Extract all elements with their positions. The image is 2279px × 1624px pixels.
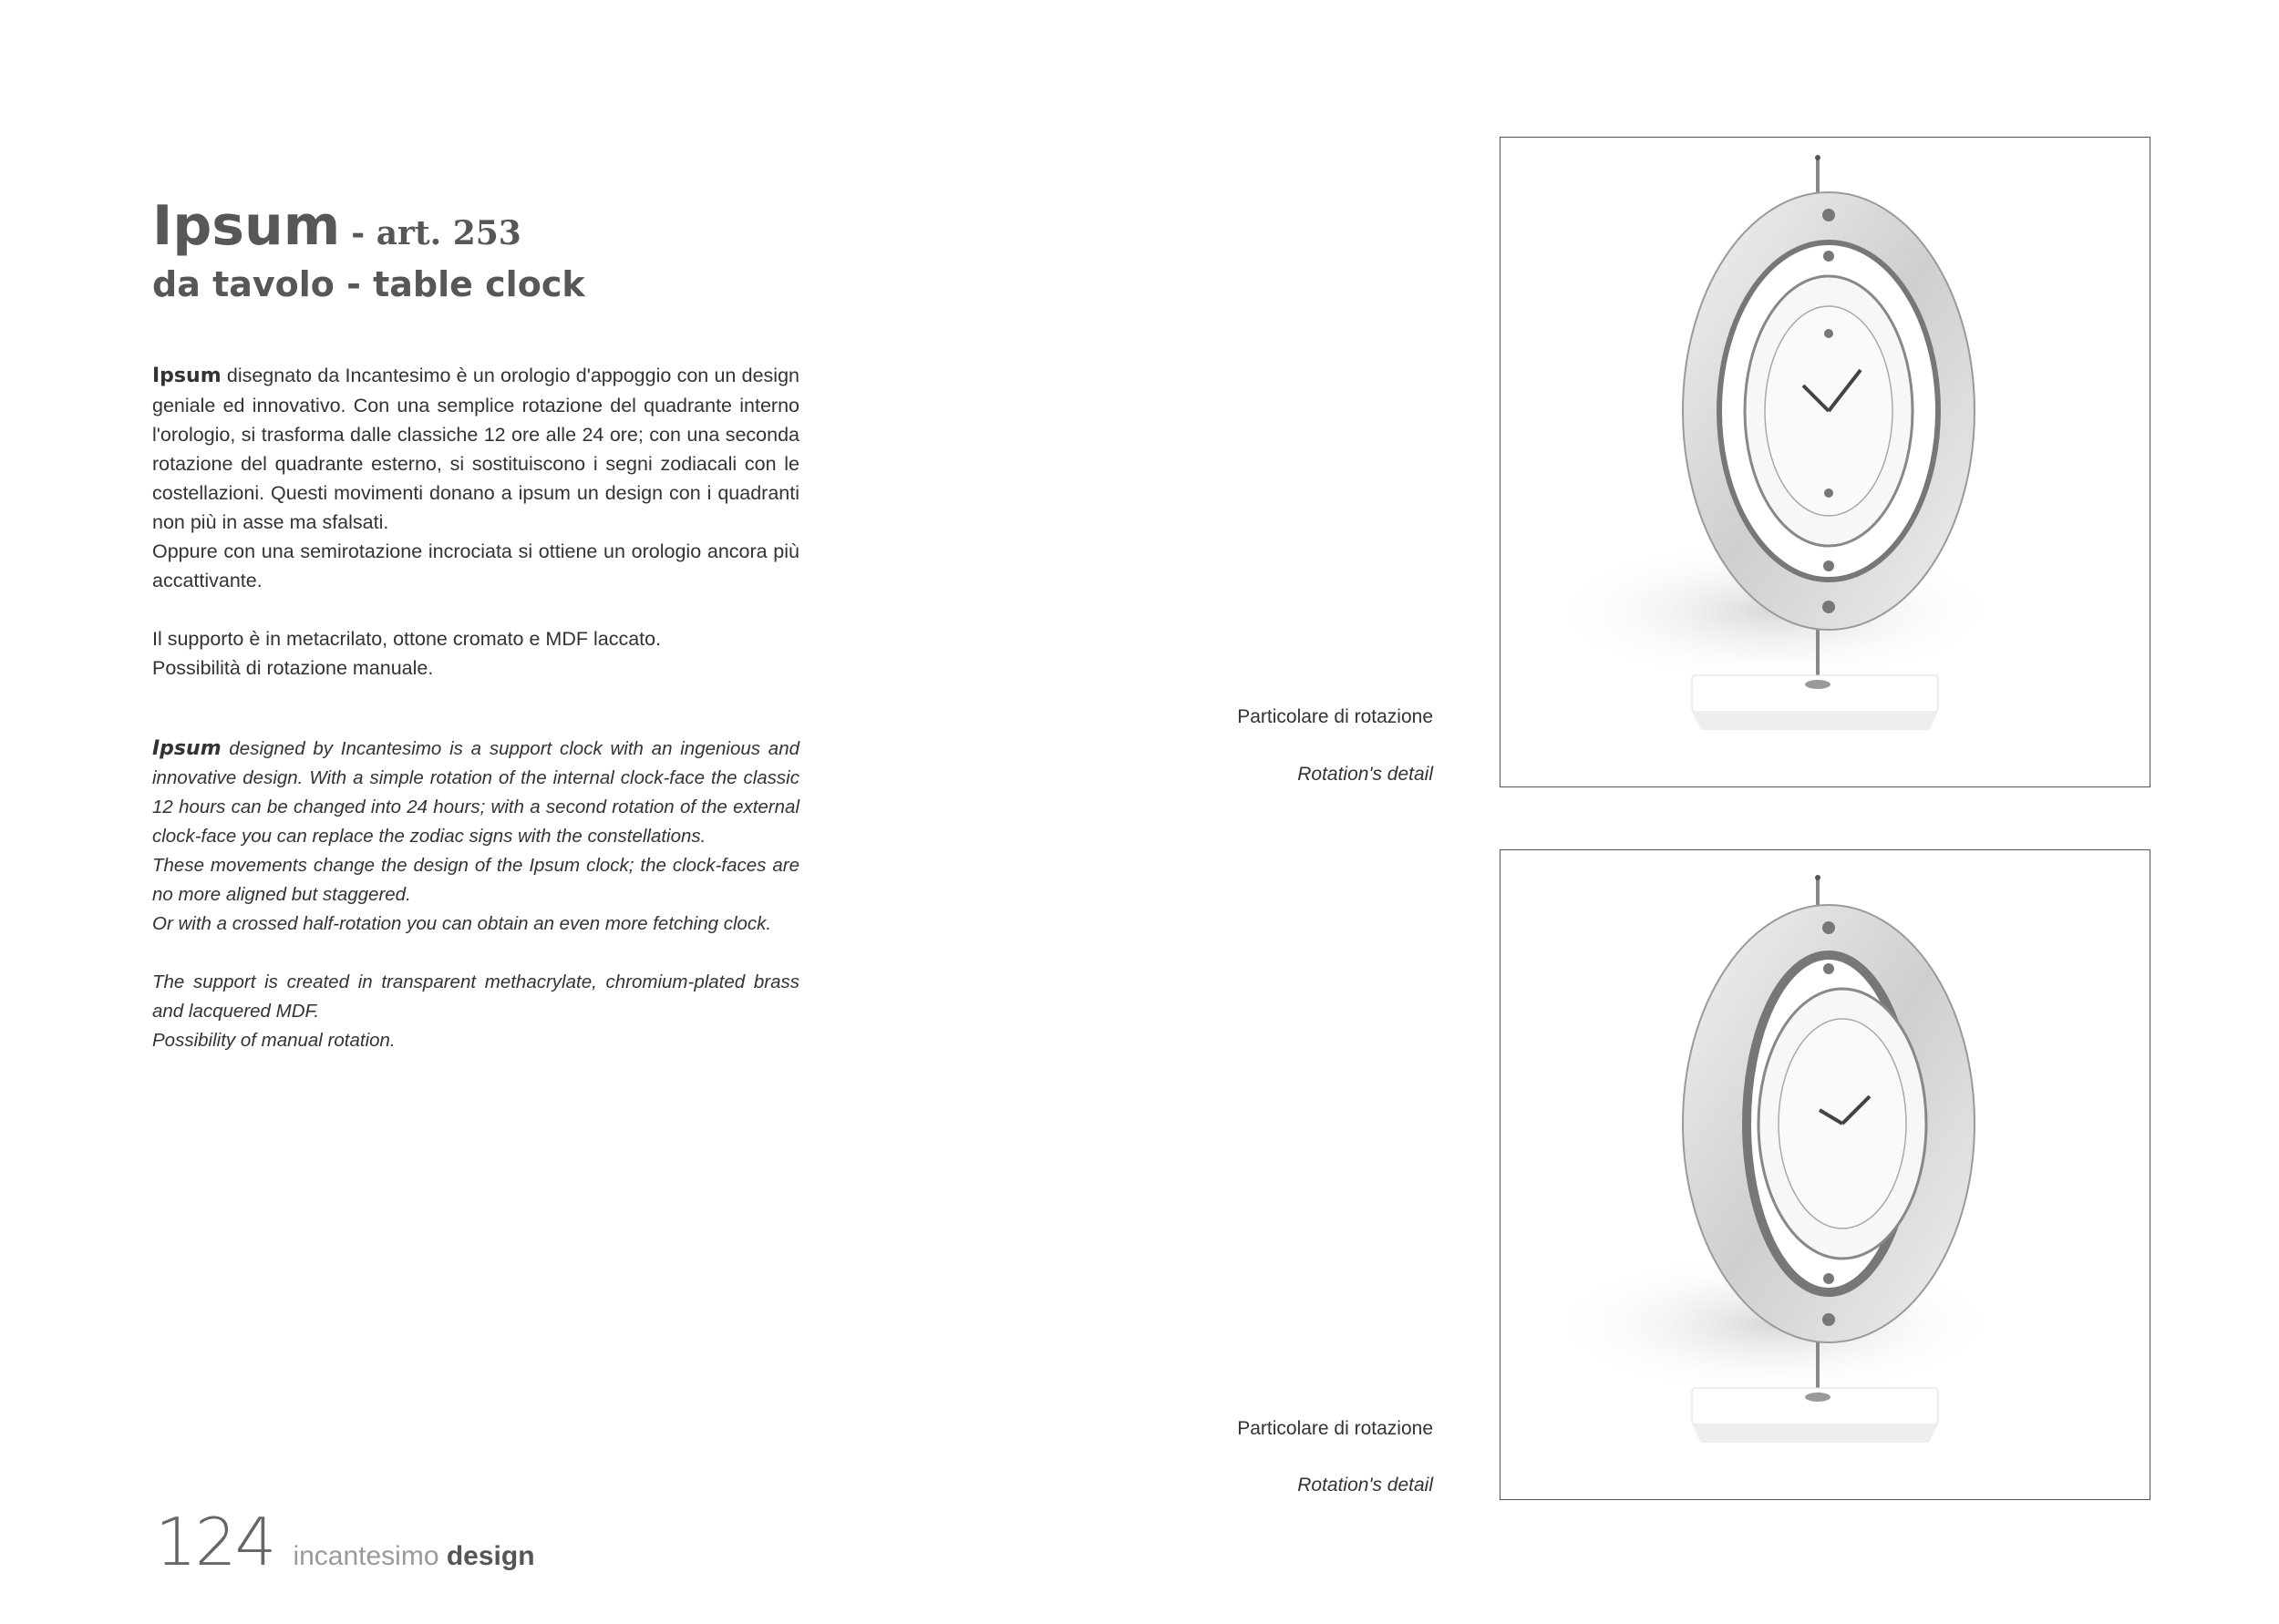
english-paragraph-5: Possibility of manual rotation. <box>152 1030 396 1051</box>
figure-2-caption-en: Rotation's detail <box>1297 1475 1433 1496</box>
brand-light: incantesimo <box>293 1541 439 1571</box>
figure-1-clock-photo <box>1500 137 2150 787</box>
product-title <box>152 194 521 258</box>
english-paragraph-4: The support is created in transparent methacrylate, chromium-plated brass and lacquered MDF. <box>152 971 799 1022</box>
product-subtitle: da tavolo - table clock <box>152 264 585 304</box>
italian-paragraph-1 <box>152 361 799 537</box>
clock-image-aligned <box>1500 138 2150 786</box>
italian-body-1: disegnato da Incantesimo è un orologio d'appoggio con un design geniale ed innovativo. Con una semplice rotazione del quadrante interno l'orologio, si trasforma dalle classiche 12 ore alle 24 ore; con una seconda rotazione del quadrante esterno, si sostituiscono i segni zodiacali con le costellazioni. Questi movimenti donano a ipsum un design con i quadranti non più in asse ma sfalsati. <box>152 365 799 533</box>
article-number: - art. 253 <box>351 214 521 252</box>
english-paragraph-3: Or with a crossed half-rotation you can obtain an even more fetching clock. <box>152 913 772 934</box>
italian-lead: Ipsum <box>152 365 222 387</box>
clock-image-rotated <box>1500 850 2150 1499</box>
italian-paragraph-4: Possibilità di rotazione manuale. <box>152 657 434 679</box>
brand-bold: design <box>446 1541 535 1571</box>
product-name: Ipsum <box>152 194 341 258</box>
english-description <box>152 735 799 1055</box>
english-paragraph-1 <box>152 735 799 851</box>
figure-2-caption-it: Particolare di rotazione <box>1237 1418 1433 1439</box>
english-lead: Ipsum <box>152 737 222 760</box>
english-paragraph-2: These movements change the design of the Ipsum clock; the clock-faces are no more aligned but staggered. <box>152 855 799 905</box>
figure-1-caption-en: Rotation's detail <box>1297 764 1433 785</box>
figure-1-caption-it: Particolare di rotazione <box>1237 706 1433 727</box>
italian-paragraph-3: Il supporto è in metacrilato, ottone cromato e MDF laccato. <box>152 628 662 650</box>
italian-description <box>152 361 799 683</box>
italian-paragraph-2: Oppure con una semirotazione incrociata si ottiene un orologio ancora più accattivante. <box>152 540 799 591</box>
english-body-1: designed by Incantesimo is a support clock with an ingenious and innovative design. With a simple rotation of the internal clock-face the classic 12 hours can be changed into 24 hours; with a second rotation of the external clock-face you can replace the zodiac signs with the constellations. <box>152 738 799 847</box>
figure-2-clock-photo <box>1500 849 2150 1500</box>
page-number: 124 <box>155 1504 275 1580</box>
page-footer <box>155 1504 535 1580</box>
brand-logo <box>293 1541 534 1572</box>
